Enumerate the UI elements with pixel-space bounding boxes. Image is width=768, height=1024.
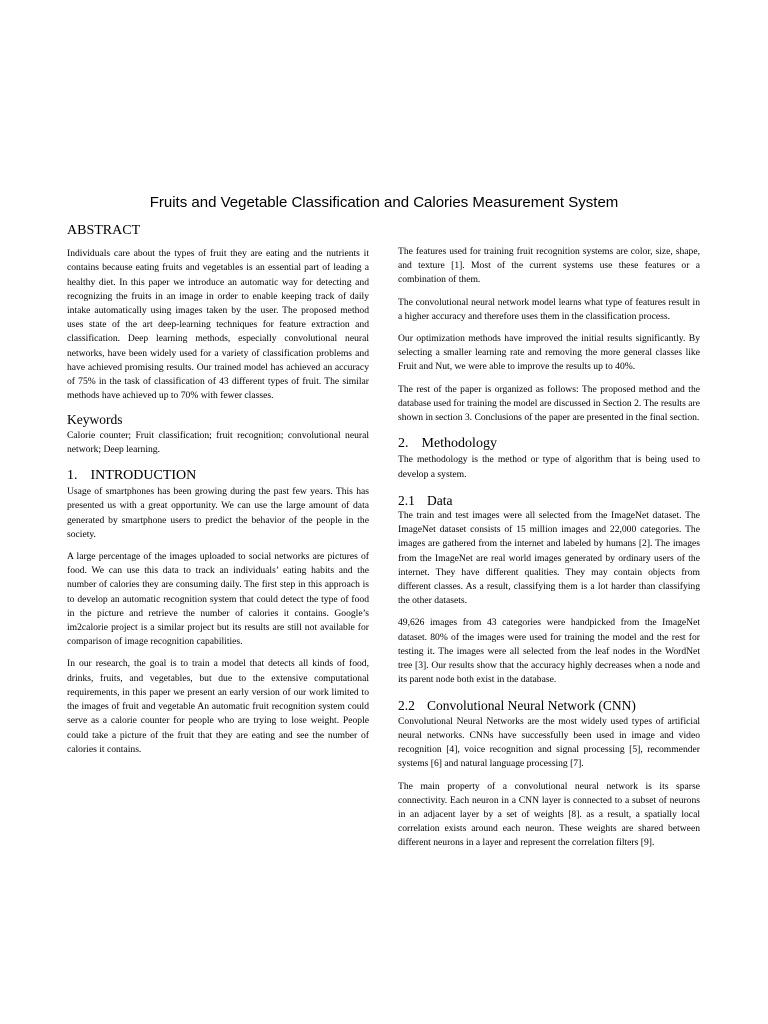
intro-paragraph-1: Usage of smartphones has been growing during the past few years. This has presented us with a great opportunity. We can use the large amount of data generated by smartphone users to predict the behavior of the people in the society. [67,486,369,540]
methodology-heading [398,437,700,451]
left-column [67,224,369,765]
right-paragraph-4: The rest of the paper is organized as follows: The proposed method and the database used for training the model are discussed in Section 2. The results are shown in section 3. Conclusions of the paper are presented in the final section. [398,383,700,424]
methodology-text: The methodology is the method or type of algorithm that is being used to develop a system. [398,454,700,480]
data-heading [398,494,700,508]
paper-title: Fruits and Vegetable Classification and Calories Measurement System [149,194,619,211]
keywords-text: Calorie counter; Fruit classification; fruit recognition; convolutional neural network; Deep learning. [67,429,369,455]
right-paragraph-3: Our optimization methods have improved the initial results significantly. By selecting a smaller learning rate and removing the more general classes like Fruit and Nut, we were able to improve the results up to 40%. [398,333,700,373]
data-paragraph-1: The train and test images were all selected from the ImageNet dataset. The ImageNet dataset consists of 15 million images and 22,000 categories. The images are gathered from the internet and labeled by humans [2]. The images from the ImageNet are real world images generated by ordinary users of the internet. They have different qualities. They may contain objects from different classes. As a result, classifying them is a lot harder than classifying the other datasets. [398,510,700,607]
section-number: 1. [67,468,78,484]
subsection-title: Data [427,492,453,508]
data-paragraph-2: 49,626 images from 43 categories were handpicked from the ImageNet dataset. 80% of the images were used for training the model and the rest for testing it. The images were all selected from the leaf nodes in the WordNet tree [3]. Our results show that the accuracy highly decreases when a node and its parent node both exist in the database. [398,617,700,686]
right-paragraph-1: The features used for training fruit recognition systems are color, size, shape, and texture [1]. Most of the current systems use these features or a combination of them. [398,246,700,286]
cnn-paragraph-1: Convolutional Neural Networks are the most widely used types of artificial neural networks. CNNs have successfully been used in image and video recognition [4], voice recognition and signal processing [5], recommender systems [6] and natural language processing [7]. [398,715,700,770]
cnn-paragraph-2: The main property of a convolutional neural network is its sparse connectivity. Each neuron in a CNN layer is connected to a subset of neurons in an adjacent layer by a set of weights [8]. as a result, a spatially local correlation exists around each neuron. These weights are shared between different neurons in a layer and represent the correlation filters [9]. [398,780,700,849]
cnn-heading [398,699,700,713]
intro-paragraph-2: A large percentage of the images uploaded to social networks are pictures of food. We can use this data to track an individuals’ eating habits and the number of calories they are consuming daily. The first step in this approach is to develop an automatic recognition system that could detect the type of food in the picture and retrieve the number of calories it contains. Google’s im2calorie project is a similar project but its results are still not available for comparison of image recognition capabilities. [67,551,369,648]
subsection-title: Convolutional Neural Network (CNN) [427,698,636,714]
section-number: 2. [398,436,409,452]
abstract-heading: ABSTRACT [67,223,141,238]
keywords-heading: Keywords [67,412,123,428]
subsection-number: 2.2 [398,698,415,714]
introduction-heading [67,469,369,483]
right-paragraph-2: The convolutional neural network model learns what type of features result in a higher accuracy and therefore uses them in the classification process. [398,296,700,322]
right-column [398,245,700,851]
subsection-number: 2.1 [398,492,415,508]
intro-paragraph-3: In our research, the goal is to train a model that detects all kinds of food, drinks, fruits, and vegetables, but due to the extensive computational requirements, in this paper we present an early version of our work limited to the images of fruit and vegetable An automatic fruit recognition system could serve as a calorie counter for people who are trying to lose weight. People could take a picture of the fruit that they are eating and see the number of calories it contains. [67,658,369,755]
section-title: Methodology [421,436,497,452]
section-title: INTRODUCTION [90,468,197,484]
abstract-text: Individuals care about the types of fruit they are eating and the nutrients it contains because eating fruits and vegetables is an essential part of leading a healthy diet. In this paper we introduce an automatic way for detecting and recognizing the fruits in an image in order to enable keeping track of daily intake automatically using images taken by the user. The proposed method uses state of the art deep-learning techniques for feature extraction and classification. Deep learning methods, especially convolutional neural networks, have been widely used for a variety of classification problems and have achieved promising results. Our trained model has achieved an accuracy of 75% in the task of classification of 43 different types of fruit. The similar methods have achieved up to 70% with fewer classes. [67,248,369,402]
